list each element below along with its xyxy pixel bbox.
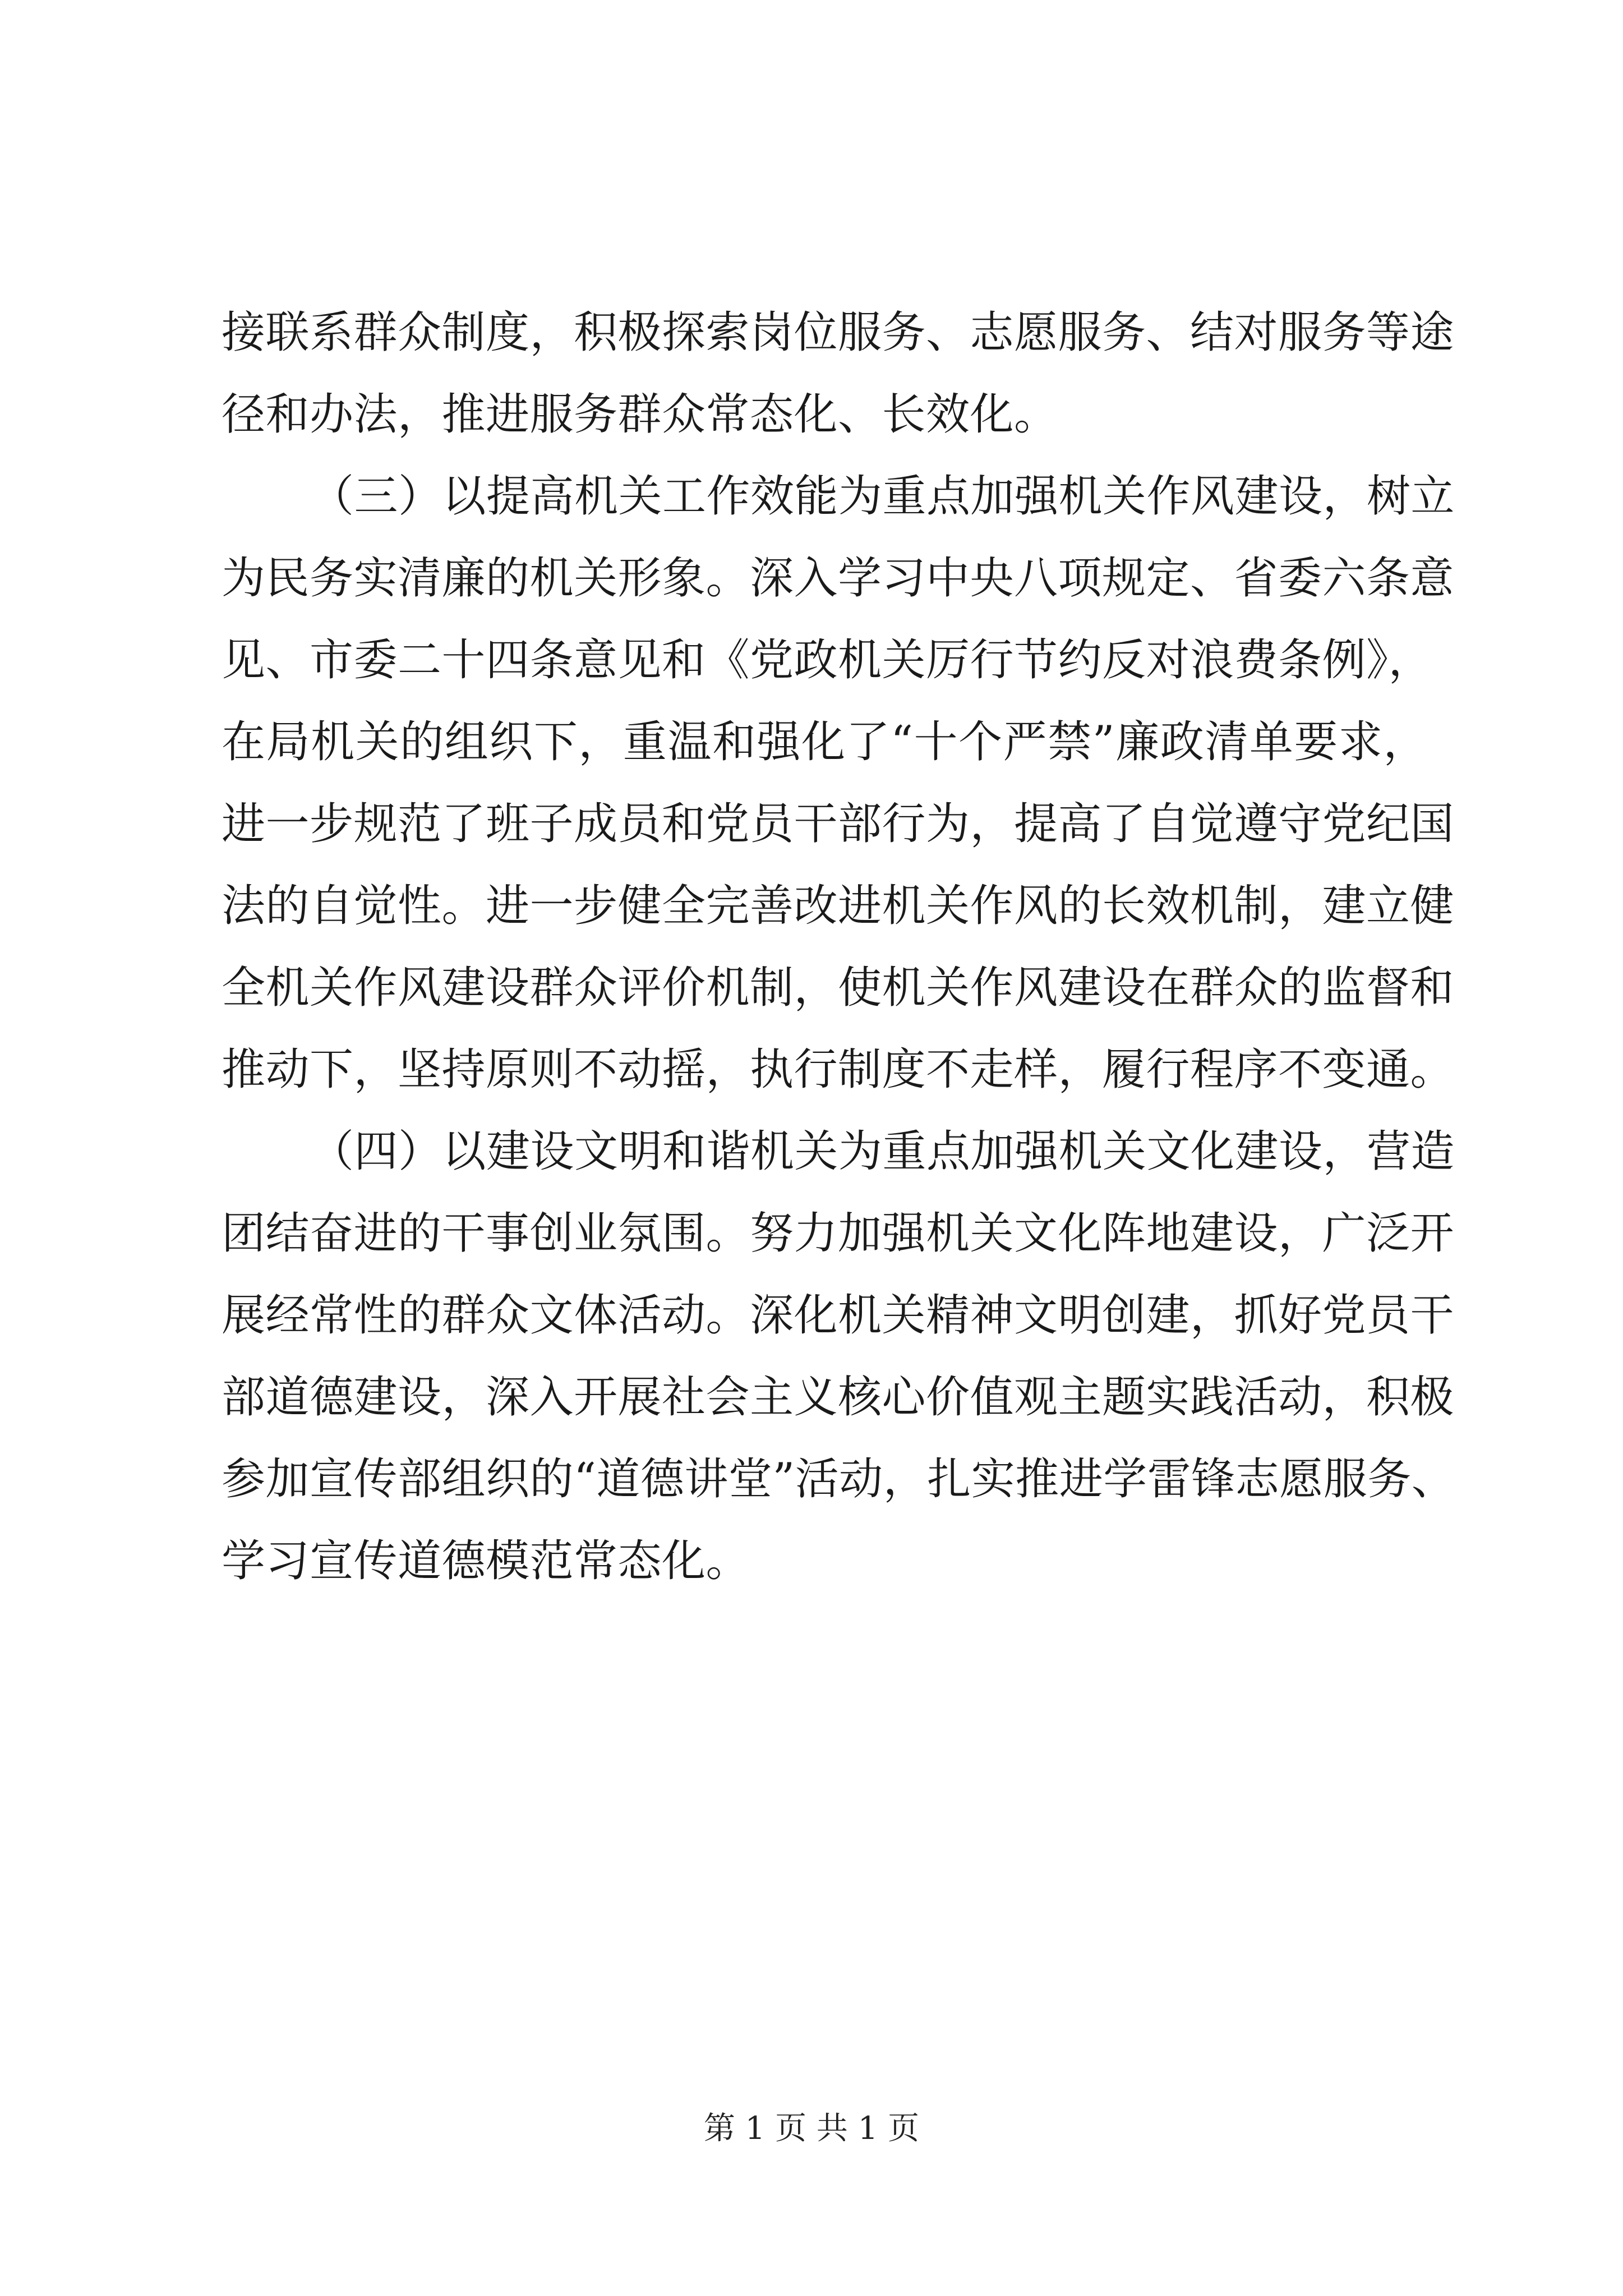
- body-text: [222, 292, 1456, 1602]
- text-line: 部道德建设，深入开展社会主义核心价值观主题实践活动，积极: [222, 1372, 1455, 1423]
- text-line: 全机关作风建设群众评价机制，使机关作风建设在群众的监督和: [222, 963, 1455, 1013]
- text-line: 为民务实清廉的机关形象。深入学习中央八项规定、省委六条意: [222, 553, 1455, 604]
- text-line: 法的自觉性。进一步健全完善改进机关作风的长效机制，建立健: [222, 881, 1455, 931]
- text-line: 推动下，坚持原则不动摇，执行制度不走样，履行程序不变通。: [222, 1045, 1455, 1095]
- text-line: 团结奋进的干事创业氛围。努力加强机关文化阵地建设，广泛开: [222, 1208, 1455, 1259]
- text-line: 见、市委二十四条意见和《党政机关厉行节约反对浪费条例》，: [222, 635, 1433, 685]
- text-line: 展经常性的群众文体活动。深化机关精神文明创建，抓好党员干: [222, 1290, 1455, 1341]
- text-line: 参加宣传部组织的“道德讲堂”活动，扎实推进学雷锋志愿服务、: [222, 1454, 1456, 1504]
- page-footer: 第 1 页 共 1 页: [703, 2110, 920, 2147]
- text-line: 接联系群众制度，积极探索岗位服务、志愿服务、结对服务等途: [222, 307, 1455, 358]
- text-line: 在局机关的组织下，重温和强化了“十个严禁”廉政清单要求，: [222, 717, 1427, 767]
- text-line: 径和办法，推进服务群众常态化、长效化。: [222, 389, 1058, 440]
- text-line: 学习宣传道德模范常态化。: [222, 1536, 750, 1586]
- section-heading-four: （四）以建设文明和谐机关为重点加强机关文化建设，营造: [310, 1126, 1455, 1177]
- text-line: 进一步规范了班子成员和党员干部行为，提高了自觉遵守党纪国: [222, 799, 1455, 849]
- section-heading-three: （三）以提高机关工作效能为重点加强机关作风建设，树立: [310, 471, 1455, 522]
